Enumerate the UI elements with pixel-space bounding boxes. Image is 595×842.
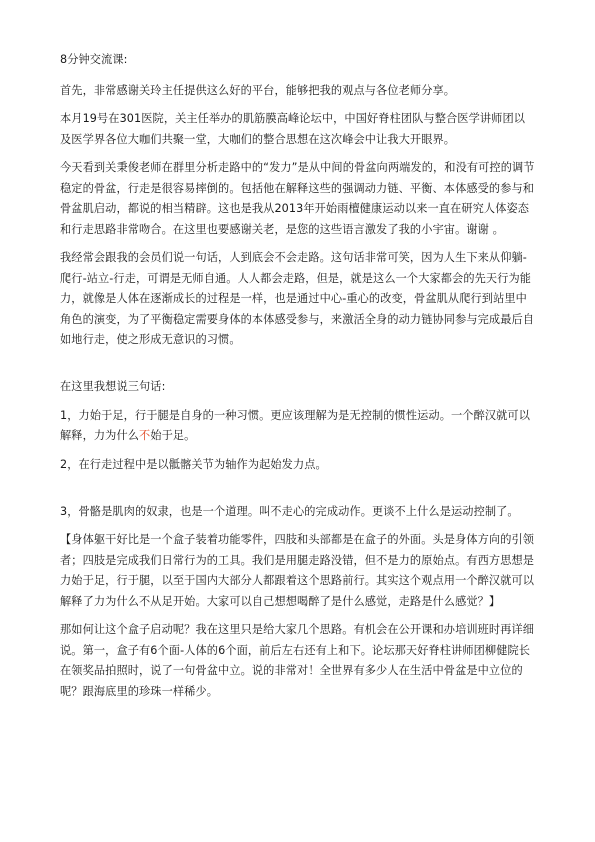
paragraph-5: 在这里我想说三句话: — [60, 380, 166, 393]
paragraph-6 — [60, 406, 535, 447]
paragraph-2: 本月19号在301医院，关主任举办的肌筋膜高峰论坛中，中国好脊柱团队与整合医学讲师团以及医学界各位大咖们共聚一堂，大咖们的整合思想在这次峰会中让我大开眼界。 — [60, 112, 526, 146]
blank-line — [60, 475, 535, 496]
paragraph-4: 我经常会跟我的会员们说一句话，人到底会不会走路。这句话非常可笑，因为人生下来从仰躺-爬行-站立-行走，可谓是无师自通。人人都会走路，但是，就是这么一个大家都会的先天行为能力，就像是人体在逐渐成长的过程是一样，也是通过中心-重心的改变，骨盆肌从爬行到站里中角色的演变，为了平衡稳定需要身体的本体感受参与，来激活全身的动力链协同参与完成最后自如地行走，使之形成无意识的习惯。 — [60, 251, 535, 346]
p6-text-b: 始于足。 — [150, 429, 196, 442]
p6-highlight: 不 — [139, 429, 151, 442]
doc-heading: 8分钟交流课: — [60, 53, 128, 66]
p6-text-a: 1，力始于足，行于腿是自身的一种习惯。更应该理解为是无控制的惯性运动。一个醉汉就可以解释，力为什么 — [60, 408, 531, 442]
blank-line — [60, 351, 535, 372]
paragraph-7: 2，在行走过程中是以骶髂关节为轴作为起始发力点。 — [60, 457, 327, 471]
paragraph-3: 今天看到关秉俊老师在群里分析走路中的“发力”是从中间的骨盆向两端发的，和没有可控的调节稳定的骨盆，行走是很容易摔倒的。包括他在解释这些的强调动力链、平衡、本体感受的参与和骨盆肌启动，都说的相当精辟。这也是我从2013年开始雨檀健康运动以来一直在研究人体姿态和行走思路非常吻合。在这里也要感谢关老，是您的这些语言激发了我的小宇宙。谢谢 。 — [60, 161, 535, 236]
paragraph-9: 【身体躯干好比是一个盒子装着功能零件，四肢和头部都是在盒子的外面。头是身体方向的引领者；四肢是完成我们日常行为的工具。我们是用腿走路没错，但不是力的原始点。有西方思想是力始于足，行于腿，以至于国内大部分人都跟着这个思路前行。其实这个观点用一个醉汉就可以解释了力为什么不从足开始。大家可以自己想想喝醉了是什么感觉，走路是什么感觉？】 — [60, 533, 535, 608]
paragraph-8: 3，骨骼是肌肉的奴隶，也是一个道理。叫不走心的完成动作。更谈不上什么是运动控制了。 — [60, 504, 519, 518]
paragraph-1: 首先，非常感谢关玲主任提供这么好的平台，能够把我的观点与各位老师分享。 — [60, 83, 456, 97]
paragraph-10: 那如何让这个盒子启动呢？我在这里只是给大家几个思路。有机会在公开课和办培训班时再详细说。第一，盒子有6个面-人体的6个面，前后左右还有上和下。论坛那天好脊柱讲师团柳健院长在领奖品拍照时，说了一句骨盆中立。说的非常对！全世界有多少人在生活中骨盆是中立位的呢？跟海底里的珍珠一样稀少。 — [60, 623, 535, 698]
